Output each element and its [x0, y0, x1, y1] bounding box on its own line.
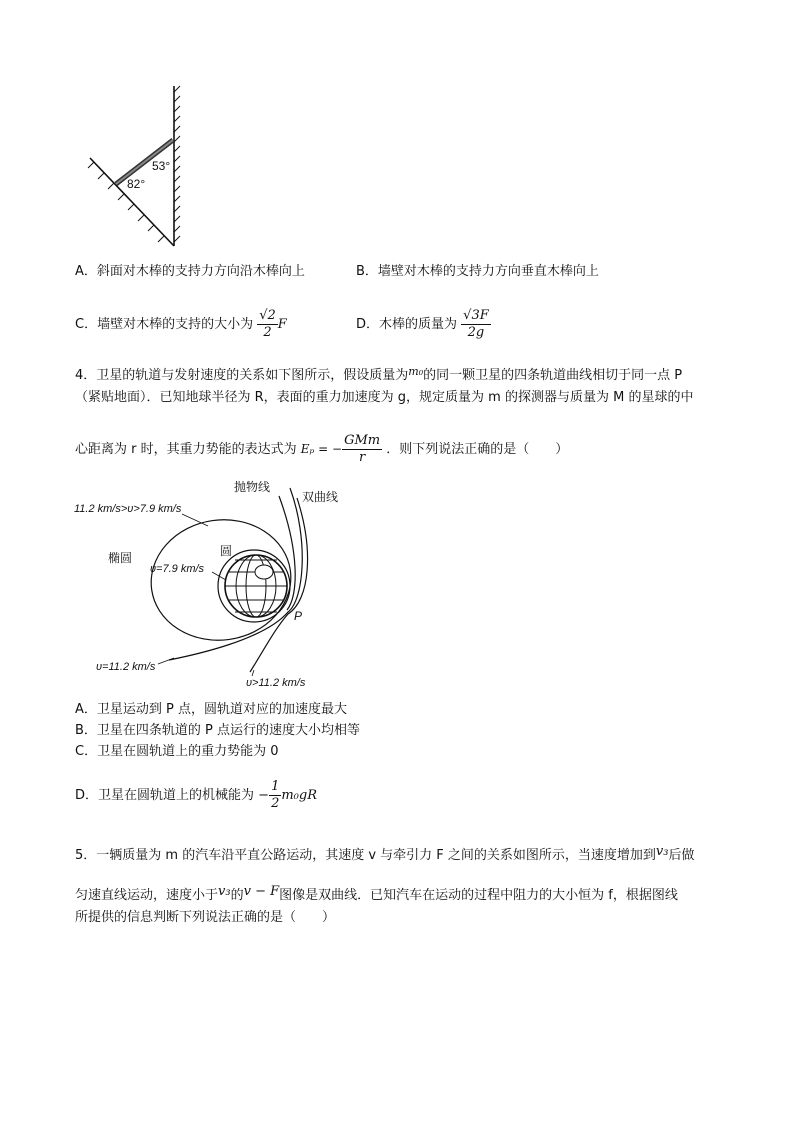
q3-option-c[interactable]: C．墙壁对木棒的支持的大小为 $\frac{√2}{2}$ F: [75, 308, 287, 340]
label-circle: 圆: [220, 544, 233, 558]
q4-orbit-figure: [74, 480, 364, 692]
q4-option-c[interactable]: C．卫星在圆轨道上的重力势能为 0: [75, 744, 279, 759]
globe-icon: [225, 555, 287, 617]
q3-option-a[interactable]: A．斜面对木棒的支持力方向沿木棒向上: [75, 264, 305, 279]
q4-line1: 4．卫星的轨道与发射速度的关系如下图所示，假设质量为$^{m_0}$的同一颗卫星的四条轨道曲线相切于同一点 P: [75, 365, 683, 383]
q4-option-d-formula: $\frac{1}{2}$: [271, 779, 280, 811]
q5-line1: 5．一辆质量为 m 的汽车沿平直公路运动，其速度 v 与牵引力 F 之间的关系如图所示，当速度增加到v₃后做: [75, 844, 695, 863]
q4-option-a[interactable]: A．卫星运动到 P 点，圆轨道对应的加速度最大: [75, 702, 347, 717]
q5-line3: 所提供的信息判断下列说法正确的是（ ）: [75, 910, 336, 925]
q4-line3: 心距离为 r 时，其重力势能的表达式为 Eₚ = − $\frac{\text{GMm}}{r}$ ．则下列说法正确的是（ ）: [75, 433, 569, 465]
label-p: P: [294, 609, 303, 623]
label-circle-speed: υ=7.9 km/s: [150, 563, 205, 575]
q3-option-b[interactable]: B．墙壁对木棒的支持力方向垂直木棒向上: [356, 264, 599, 279]
q3-option-d[interactable]: D．木棒的质量为 $\frac{√3F}{2g}$: [356, 308, 489, 340]
q4-option-d[interactable]: D．卫星在圆轨道上的机械能为 − $\frac{1}{2}$ m₀gR: [75, 779, 317, 811]
q4-option-b[interactable]: B．卫星在四条轨道的 P 点运行的速度大小均相等: [75, 723, 361, 738]
q3-figure: [80, 84, 190, 254]
hyperbola-orbit: [250, 498, 308, 672]
label-ellipse-speed: 11.2 km/s>υ>7.9 km/s: [74, 503, 182, 515]
q4-ep-formula: $\frac{\text{GMm}}{r}$: [344, 433, 381, 465]
q3-angle-bottom: 82°: [127, 177, 146, 191]
q4-line2: （紧贴地面）．已知地球半径为 R，表面的重力加速度为 g，规定质量为 m 的探测器与质量为 M 的星球的中: [75, 390, 694, 405]
q3-angle-top: 53°: [152, 159, 171, 173]
q3-option-c-formula: $\frac{√2}{2}$: [259, 308, 276, 340]
label-ellipse: 椭圆: [108, 551, 133, 565]
label-hyperbola: 双曲线: [302, 490, 339, 504]
label-parabola-speed: υ=11.2 km/s: [96, 661, 156, 673]
q5-line2: 匀速直线运动，速度小于v₃的v − F图像是双曲线．已知汽车在运动的过程中阻力的大小恒为 f，根据图线: [75, 884, 678, 903]
q3-option-d-formula: $\frac{√3F}{2g}$: [463, 308, 489, 340]
label-parabola: 抛物线: [234, 480, 271, 494]
label-hyperbola-speed: υ>11.2 km/s: [246, 677, 306, 689]
